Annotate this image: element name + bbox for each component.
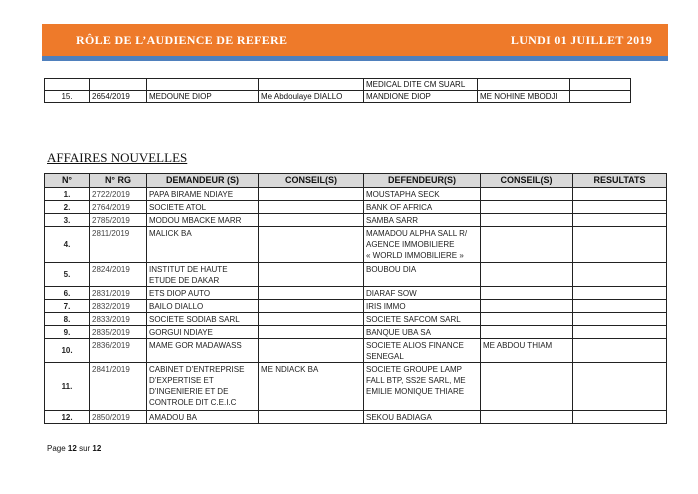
cell-conseil <box>259 326 364 339</box>
cell-conseil <box>259 227 364 263</box>
table-row <box>45 227 667 263</box>
cell-defendeur <box>364 263 481 287</box>
cell-line: BANQUE UBA SA <box>366 328 431 337</box>
column-header-resultats: RESULTATS <box>573 174 667 188</box>
cell-conseil <box>259 300 364 313</box>
cell-rg: 2824/2019 <box>90 263 147 287</box>
cell-num: 4. <box>45 227 90 263</box>
cell-num <box>45 79 90 91</box>
column-header-conseil-defendeur: CONSEIL(S) <box>481 174 573 188</box>
table-row <box>45 411 667 424</box>
document-title: RÔLE DE L’AUDIENCE DE REFERE <box>76 33 288 47</box>
cell-num: 10. <box>45 339 90 363</box>
table-row <box>45 339 667 363</box>
page-footer <box>47 444 101 453</box>
cell-conseil <box>259 313 364 326</box>
cell-demandeur <box>147 300 259 313</box>
cell-line: GORGUI NDIAYE <box>149 328 213 337</box>
cell-rg <box>90 79 147 91</box>
cell-demandeur <box>147 227 259 263</box>
cell-demandeur <box>147 201 259 214</box>
cell-demandeur <box>147 363 259 411</box>
cell-line: SOCIETE ALIOS FINANCE <box>366 341 464 350</box>
cell-conseil <box>259 287 364 300</box>
cell-conseil-defendeur <box>481 313 573 326</box>
cell-rg: 2764/2019 <box>90 201 147 214</box>
cell-line: PAPA BIRAME NDIAYE <box>149 190 234 199</box>
cell-demandeur <box>147 79 259 91</box>
cell-num: 6. <box>45 287 90 300</box>
table-row <box>45 79 631 91</box>
cell-line: BANK OF AFRICA <box>366 203 433 212</box>
table-row <box>45 363 667 411</box>
cell-demandeur <box>147 339 259 363</box>
cell-resultats <box>573 263 667 287</box>
cell-defendeur <box>364 363 481 411</box>
cell-num: 8. <box>45 313 90 326</box>
cell-conseil <box>259 188 364 201</box>
cell-rg: 2654/2019 <box>90 91 147 103</box>
table-header-row <box>45 174 667 188</box>
cell-line: EMILIE MONIQUE THIARE <box>366 387 465 396</box>
cell-num: 7. <box>45 300 90 313</box>
column-header-defendeur: DEFENDEUR(S) <box>364 174 481 188</box>
cell-demandeur <box>147 326 259 339</box>
cell-defendeur <box>364 313 481 326</box>
cell-demandeur <box>147 411 259 424</box>
cell-demandeur <box>147 313 259 326</box>
header-banner <box>42 24 668 61</box>
cell-rg: 2835/2019 <box>90 326 147 339</box>
cell-line: D’INGENIERIE ET DE <box>149 387 229 396</box>
cell-resultats <box>573 201 667 214</box>
continued-table <box>44 78 631 103</box>
cell-conseil <box>259 363 364 411</box>
column-header-rg: N° RG <box>90 174 147 188</box>
cell-resultats <box>570 79 631 91</box>
cell-line: MODOU MBACKE MARR <box>149 216 242 225</box>
cell-defendeur: MEDICAL DITE CM SUARL <box>364 79 478 91</box>
cell-line: AGENCE IMMOBILIERE <box>366 240 455 249</box>
table-row <box>45 214 667 227</box>
cell-defendeur <box>364 188 481 201</box>
table-row <box>45 287 667 300</box>
cell-defendeur <box>364 227 481 263</box>
cell-conseil <box>259 79 364 91</box>
table-row <box>45 263 667 287</box>
cell-demandeur <box>147 263 259 287</box>
cell-rg: 2850/2019 <box>90 411 147 424</box>
cell-conseil-defendeur <box>481 188 573 201</box>
cell-line: DIARAF SOW <box>366 289 417 298</box>
cell-line: MAME GOR MADAWASS <box>149 341 242 350</box>
cell-resultats <box>573 300 667 313</box>
cell-line: ME ABDOU THIAM <box>483 341 553 350</box>
cell-resultats <box>573 214 667 227</box>
cell-line: SOCIETE SAFCOM SARL <box>366 315 461 324</box>
cell-resultats <box>573 287 667 300</box>
cell-line: D’EXPERTISE ET <box>149 376 214 385</box>
cell-conseil <box>259 214 364 227</box>
cell-defendeur <box>364 201 481 214</box>
cell-defendeur: MANDIONE DIOP <box>364 91 478 103</box>
cell-num: 9. <box>45 326 90 339</box>
cell-line: SOCIETE ATOL <box>149 203 207 212</box>
cell-line: SEKOU BADIAGA <box>366 413 432 422</box>
cell-rg: 2785/2019 <box>90 214 147 227</box>
cell-conseil-defendeur <box>481 263 573 287</box>
cell-num: 3. <box>45 214 90 227</box>
cell-line: FALL BTP, SS2E SARL, ME <box>366 376 466 385</box>
cell-num: 12. <box>45 411 90 424</box>
cell-demandeur <box>147 214 259 227</box>
page-current: 12 <box>67 444 77 453</box>
cell-line: ME NDIACK BA <box>261 365 319 374</box>
cell-line: AMADOU BA <box>149 413 198 422</box>
table-row <box>45 313 667 326</box>
table-row <box>45 91 631 103</box>
cell-rg: 2811/2019 <box>90 227 147 263</box>
cell-conseil-defendeur <box>481 287 573 300</box>
cell-num: 5. <box>45 263 90 287</box>
cell-num: 15. <box>45 91 90 103</box>
cell-conseil-defendeur <box>481 214 573 227</box>
cell-defendeur <box>364 339 481 363</box>
cell-defendeur <box>364 411 481 424</box>
cell-num: 1. <box>45 188 90 201</box>
cell-rg: 2836/2019 <box>90 339 147 363</box>
cell-defendeur <box>364 287 481 300</box>
cell-line: CONTROLE DIT C.E.I.C <box>149 398 237 407</box>
table-row <box>45 188 667 201</box>
cell-conseil-defendeur <box>481 227 573 263</box>
cell-line: MAMADOU ALPHA SALL R/ <box>366 229 468 238</box>
cell-defendeur <box>364 214 481 227</box>
cell-line: MALICK BA <box>149 229 192 238</box>
cell-num: 2. <box>45 201 90 214</box>
cell-conseil-defendeur <box>481 201 573 214</box>
cell-line: ETUDE DE DAKAR <box>149 276 220 285</box>
cases-table <box>44 173 667 424</box>
cell-num: 11. <box>45 363 90 411</box>
cell-demandeur <box>147 188 259 201</box>
cell-resultats <box>573 227 667 263</box>
cell-conseil-defendeur <box>481 363 573 411</box>
cell-conseil-defendeur <box>478 79 570 91</box>
cell-conseil-defendeur: ME NOHINE MBODJI <box>478 91 570 103</box>
cell-line: ETS DIOP AUTO <box>149 289 211 298</box>
cell-conseil <box>259 411 364 424</box>
cell-demandeur: MEDOUNE DIOP <box>147 91 259 103</box>
cell-conseil-defendeur <box>481 300 573 313</box>
cell-resultats <box>570 91 631 103</box>
cell-conseil-defendeur <box>481 326 573 339</box>
cell-demandeur <box>147 287 259 300</box>
cell-resultats <box>573 326 667 339</box>
cell-conseil-defendeur <box>481 411 573 424</box>
cell-rg: 2831/2019 <box>90 287 147 300</box>
cell-resultats <box>573 339 667 363</box>
cell-rg: 2832/2019 <box>90 300 147 313</box>
column-header-demandeur: DEMANDEUR (S) <box>147 174 259 188</box>
page-total: 12 <box>92 444 102 453</box>
cell-resultats <box>573 188 667 201</box>
cell-line: IRIS IMMO <box>366 302 406 311</box>
cell-conseil <box>259 201 364 214</box>
cell-rg: 2833/2019 <box>90 313 147 326</box>
table-row <box>45 201 667 214</box>
cell-line: BOUBOU DIA <box>366 265 417 274</box>
section-title: AFFAIRES NOUVELLES <box>47 150 188 165</box>
cell-line: BAILO DIALLO <box>149 302 204 311</box>
cell-line: SOCIETE SODIAB SARL <box>149 315 240 324</box>
hearing-date: LUNDI 01 JUILLET 2019 <box>510 33 652 47</box>
cell-conseil-defendeur <box>481 339 573 363</box>
cell-line: SENEGAL <box>366 352 404 361</box>
cell-conseil <box>259 339 364 363</box>
cell-rg: 2841/2019 <box>90 363 147 411</box>
cell-conseil <box>259 263 364 287</box>
column-header-conseil: CONSEIL(S) <box>259 174 364 188</box>
column-header-num: N° <box>45 174 90 188</box>
cell-line: SAMBA SARR <box>366 216 419 225</box>
page-sep: sur <box>79 444 91 453</box>
cell-conseil: Me Abdoulaye DIALLO <box>259 91 364 103</box>
page-label: Page <box>47 444 66 453</box>
table-row <box>45 326 667 339</box>
cell-line: MOUSTAPHA SECK <box>366 190 440 199</box>
cell-line: « WORLD IMMOBILIERE » <box>366 251 464 260</box>
cell-defendeur <box>364 300 481 313</box>
cell-resultats <box>573 313 667 326</box>
cell-line: INSTITUT DE HAUTE <box>149 265 228 274</box>
cell-resultats <box>573 363 667 411</box>
cell-line: SOCIETE GROUPE LAMP <box>366 365 463 374</box>
cell-rg: 2722/2019 <box>90 188 147 201</box>
table-row <box>45 300 667 313</box>
cell-defendeur <box>364 326 481 339</box>
cell-resultats <box>573 411 667 424</box>
cell-line: CABINET D’ENTREPRISE <box>149 365 245 374</box>
